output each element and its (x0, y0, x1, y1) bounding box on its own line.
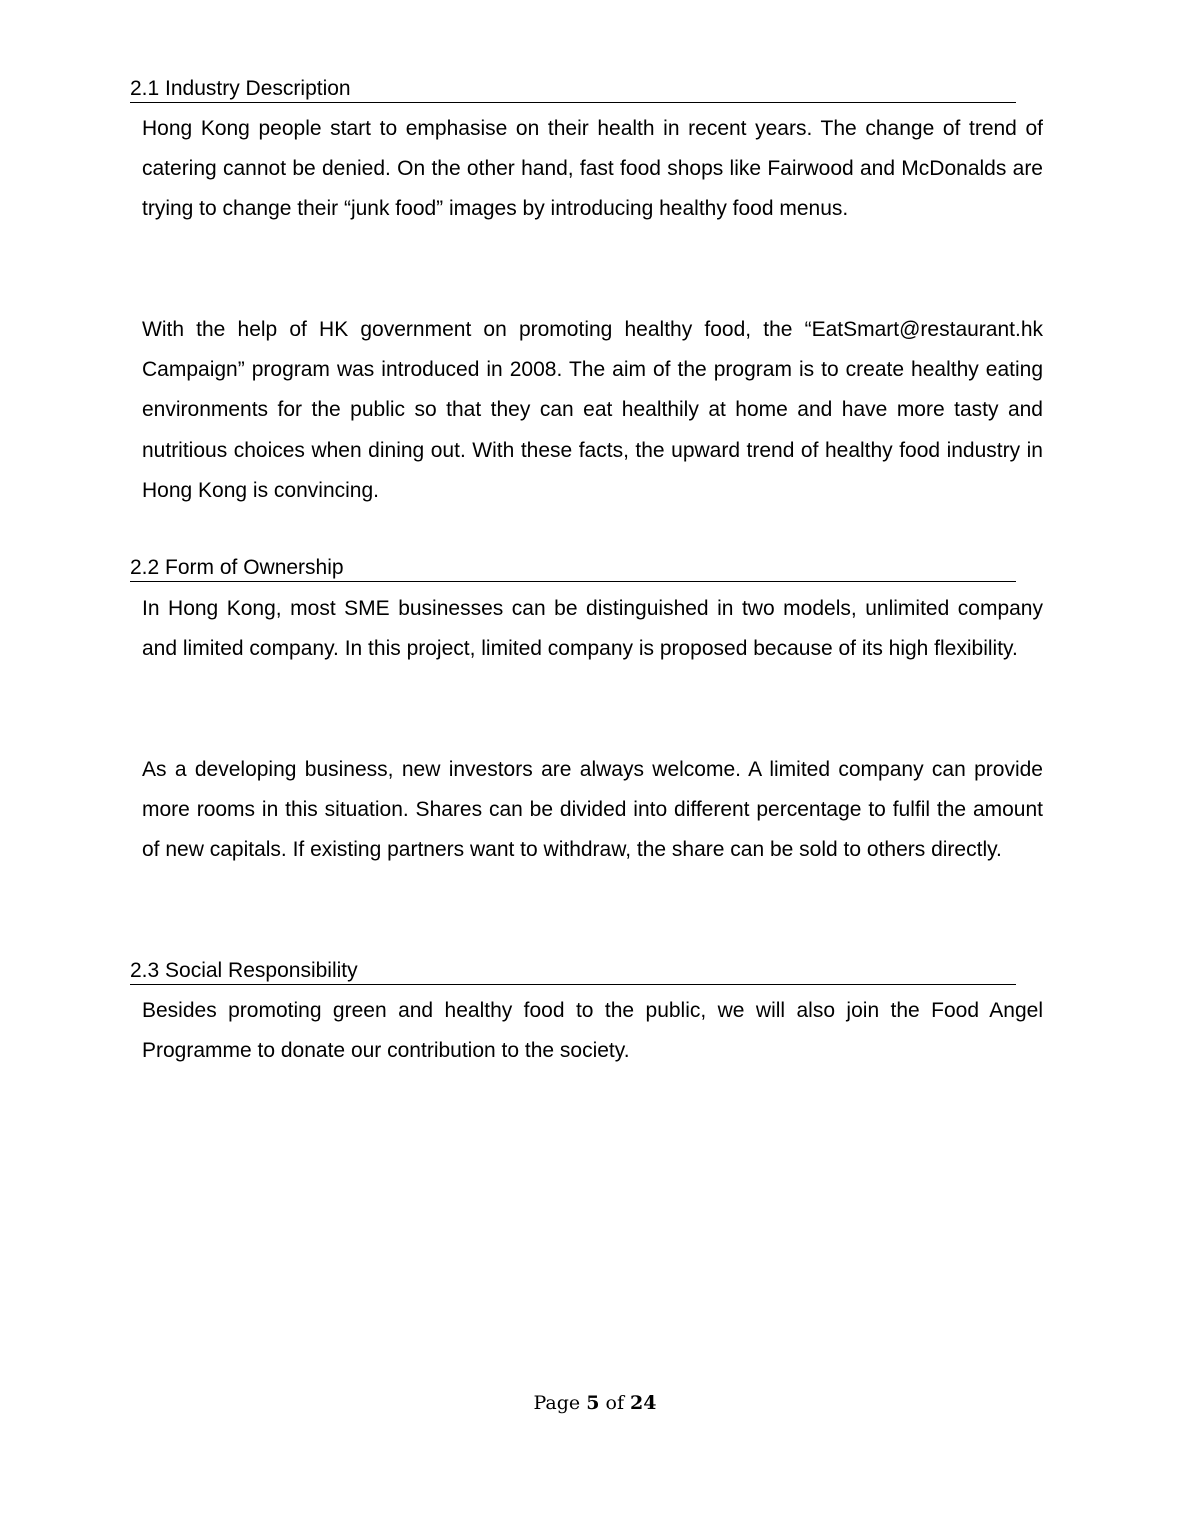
section-heading-social-responsibility: 2.3 Social Responsibility (130, 958, 1016, 985)
section-heading-form-of-ownership: 2.2 Form of Ownership (130, 555, 1016, 582)
paragraph-ownership-2: As a developing business, new investors are always welcome. A limited company can provide more rooms in this situation. Shares can be divided into different percentage to fulfil the amount of new capitals. If existing partners want to withdraw, the share can be sold to others directly. (142, 758, 1043, 862)
page-label: Page (533, 1392, 581, 1414)
total-pages-number: 24 (630, 1392, 657, 1414)
page-footer (0, 1386, 1190, 1420)
paragraph-industry-2: With the help of HK government on promoting healthy food, the “EatSmart@restaurant.hk Campaign” program was introduced in 2008. The aim of the program is to create healthy eating environments for the public so that they can eat healthily at home and have more tasty and nutritious choices when dining out. With these facts, the upward trend of healthy food industry in Hong Kong is convincing. (142, 318, 1043, 502)
paragraph-ownership-1: In Hong Kong, most SME businesses can be distinguished in two models, unlimited company and limited company. In this project, limited company is proposed because of its high flexibility. (142, 597, 1043, 661)
paragraph-industry-1: Hong Kong people start to emphasise on their health in recent years. The change of trend of catering cannot be denied. On the other hand, fast food shops like Fairwood and McDonalds are trying to change their “junk food” images by introducing healthy food menus. (142, 117, 1043, 221)
section-heading-industry-description: 2.1 Industry Description (130, 76, 1016, 103)
paragraph-social-1: Besides promoting green and healthy food to the public, we will also join the Food Angel Programme to donate our contribution to the society. (142, 999, 1043, 1063)
of-label: of (605, 1392, 624, 1414)
current-page-number: 5 (586, 1392, 600, 1414)
